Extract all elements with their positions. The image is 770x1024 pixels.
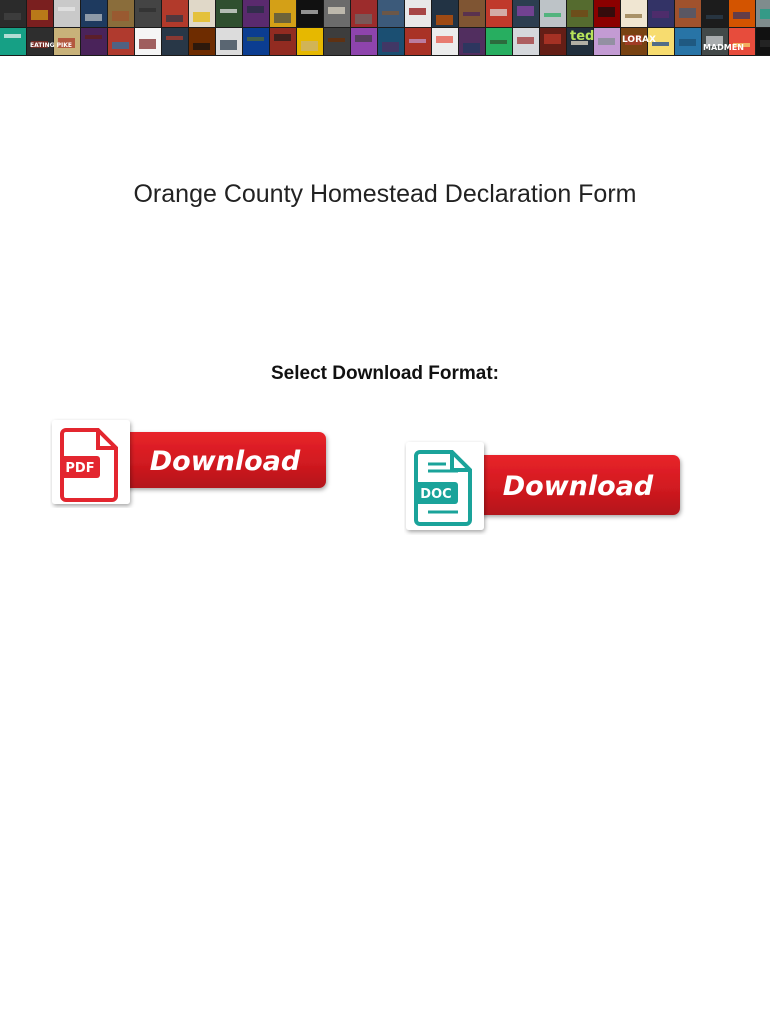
- poster-detail: [598, 7, 615, 17]
- page-title: Orange County Homestead Declaration Form: [133, 180, 637, 208]
- poster-tile: [162, 28, 188, 55]
- poster-detail: [328, 38, 345, 42]
- poster-detail: [760, 9, 770, 19]
- poster-label: MADMEN: [703, 43, 744, 52]
- poster-detail: [463, 43, 480, 53]
- movie-poster-collage: [0, 0, 770, 56]
- pdf-tag-text: PDF: [65, 461, 95, 476]
- poster-detail: [490, 9, 507, 16]
- poster-detail: [139, 39, 156, 49]
- header-collage-banner: [0, 0, 770, 56]
- poster-detail: [220, 40, 237, 50]
- poster-detail: [4, 34, 21, 38]
- poster-detail: [166, 15, 183, 22]
- poster-detail: [652, 11, 669, 18]
- poster-detail: [355, 14, 372, 24]
- poster-detail: [247, 6, 264, 13]
- poster-detail: [436, 36, 453, 43]
- poster-detail: [4, 13, 21, 20]
- poster-tile: [81, 0, 107, 27]
- poster-detail: [355, 35, 372, 42]
- poster-tile: [0, 28, 26, 55]
- poster-detail: [625, 14, 642, 18]
- poster-detail: [517, 6, 534, 16]
- poster-detail: [679, 39, 696, 46]
- poster-detail: [166, 36, 183, 40]
- doc-tag-text: DOC: [420, 487, 452, 502]
- download-doc-button[interactable]: [404, 440, 686, 535]
- poster-detail: [733, 12, 750, 19]
- poster-tile: [162, 0, 188, 27]
- poster-detail: [706, 15, 723, 19]
- poster-tile: [108, 28, 134, 55]
- download-pdf-button[interactable]: [50, 418, 332, 508]
- download-pdf-label[interactable]: Download: [149, 446, 301, 477]
- poster-detail: [760, 40, 770, 47]
- poster-detail: [382, 42, 399, 52]
- poster-label: LORAX: [622, 35, 656, 45]
- poster-label: EATING PIKE: [30, 42, 73, 49]
- poster-detail: [328, 7, 345, 14]
- poster-tile: [243, 28, 269, 55]
- poster-detail: [598, 38, 615, 45]
- poster-tile: [702, 0, 728, 27]
- poster-detail: [517, 37, 534, 44]
- poster-detail: [490, 40, 507, 44]
- poster-detail: [31, 10, 48, 20]
- poster-detail: [436, 15, 453, 25]
- poster-detail: [85, 35, 102, 39]
- poster-detail: [274, 13, 291, 23]
- poster-detail: [193, 43, 210, 50]
- poster-label: ted: [570, 29, 595, 44]
- poster-detail: [85, 14, 102, 21]
- poster-detail: [139, 8, 156, 12]
- poster-detail: [301, 41, 318, 51]
- poster-detail: [58, 7, 75, 11]
- poster-detail: [220, 9, 237, 13]
- poster-tile: [270, 28, 296, 55]
- poster-tile: [243, 0, 269, 27]
- poster-detail: [463, 12, 480, 16]
- poster-detail: [301, 10, 318, 14]
- poster-detail: [571, 10, 588, 17]
- poster-detail: [679, 8, 696, 18]
- poster-tile: [621, 0, 647, 27]
- poster-detail: [544, 34, 561, 44]
- poster-detail: [112, 42, 129, 49]
- poster-detail: [112, 11, 129, 21]
- poster-tile: [216, 0, 242, 27]
- poster-detail: [193, 12, 210, 22]
- poster-detail: [247, 37, 264, 41]
- poster-tile: [81, 28, 107, 55]
- poster-tile: [135, 0, 161, 27]
- poster-detail: [409, 39, 426, 43]
- poster-detail: [382, 11, 399, 15]
- select-format-heading: Select Download Format:: [270, 363, 500, 384]
- download-doc-label[interactable]: Download: [502, 471, 654, 502]
- poster-detail: [274, 34, 291, 41]
- poster-detail: [544, 13, 561, 17]
- poster-detail: [409, 8, 426, 15]
- poster-tile: [189, 28, 215, 55]
- poster-tile: [54, 0, 80, 27]
